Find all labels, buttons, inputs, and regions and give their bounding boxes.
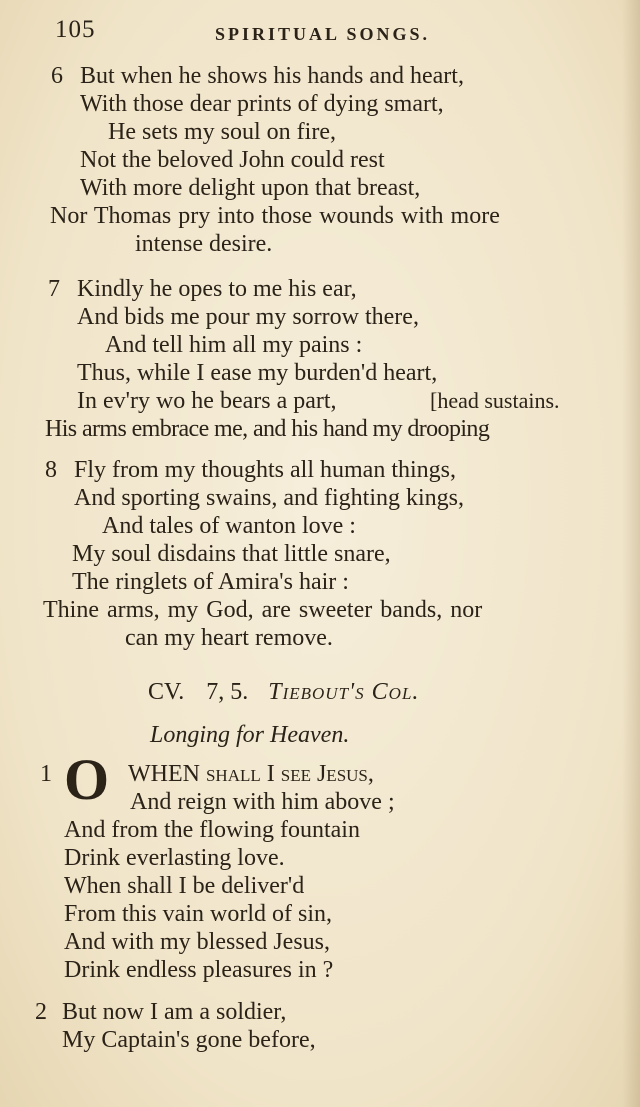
verse-number: 6: [51, 63, 63, 89]
verse-line: His arms embrace me, and his hand my drooping: [45, 416, 490, 442]
verse-line: WHEN shall I see Jesus,: [128, 761, 374, 787]
verse-line: And bids me pour my sorrow there,: [77, 304, 419, 330]
verse-line: With more delight upon that breast,: [80, 175, 421, 201]
page-number: 105: [55, 16, 96, 43]
verse-line: Not the beloved John could rest: [80, 147, 385, 173]
verse-line: In ev'ry wo he bears a part,: [77, 388, 337, 414]
verse-number: 2: [35, 999, 47, 1025]
hymn-heading: [148, 677, 419, 707]
running-title: SPIRITUAL SONGS.: [215, 24, 431, 44]
verse-line: Fly from my thoughts all human things,: [74, 457, 456, 483]
verse-line: And tell him all my pains :: [105, 332, 363, 358]
hymn-tune: Tiebout's Col.: [268, 679, 420, 705]
verse-line: But now I am a soldier,: [62, 999, 287, 1025]
verse-line: Thus, while I ease my burden'd heart,: [77, 360, 438, 386]
verse-line: Nor Thomas pry into those wounds with more: [50, 203, 500, 229]
verse-line: Drink endless pleasures in ?: [64, 957, 334, 983]
verse-number: 1: [40, 761, 52, 787]
verse-number: 8: [45, 457, 57, 483]
verse-line: But when he shows his hands and heart,: [80, 63, 464, 89]
verse-line: And with my blessed Jesus,: [64, 929, 330, 955]
verse-line-turnover: [head sustains.: [430, 388, 560, 413]
verse-line: intense desire.: [135, 231, 273, 257]
verse-line: When shall I be deliver'd: [64, 873, 305, 899]
verse-line: Drink everlasting love.: [64, 845, 285, 871]
verse-line: He sets my soul on fire,: [108, 119, 336, 145]
hymn-title: Longing for Heaven.: [150, 722, 350, 748]
verse-line: can my heart remove.: [125, 625, 333, 651]
drop-cap: O: [64, 747, 110, 812]
verse-line: Kindly he opes to me his ear,: [77, 276, 357, 302]
verse-line: With those dear prints of dying smart,: [80, 91, 444, 117]
verse-number: 7: [48, 276, 60, 302]
verse-line: And tales of wanton love :: [102, 513, 356, 539]
verse-line: And reign with him above ;: [130, 789, 395, 815]
verse-line: My Captain's gone before,: [62, 1027, 316, 1053]
verse-line: The ringlets of Amira's hair :: [72, 569, 349, 595]
verse-line: And sporting swains, and fighting kings,: [74, 485, 464, 511]
hymn-number: CV.: [148, 679, 185, 705]
verse-line: My soul disdains that little snare,: [72, 541, 391, 567]
hymn-meter: 7, 5.: [206, 679, 249, 705]
verse-line: Thine arms, my God, are sweeter bands, nor: [43, 597, 483, 623]
verse-line: From this vain world of sin,: [64, 901, 332, 927]
verse-line: And from the flowing fountain: [64, 817, 360, 843]
